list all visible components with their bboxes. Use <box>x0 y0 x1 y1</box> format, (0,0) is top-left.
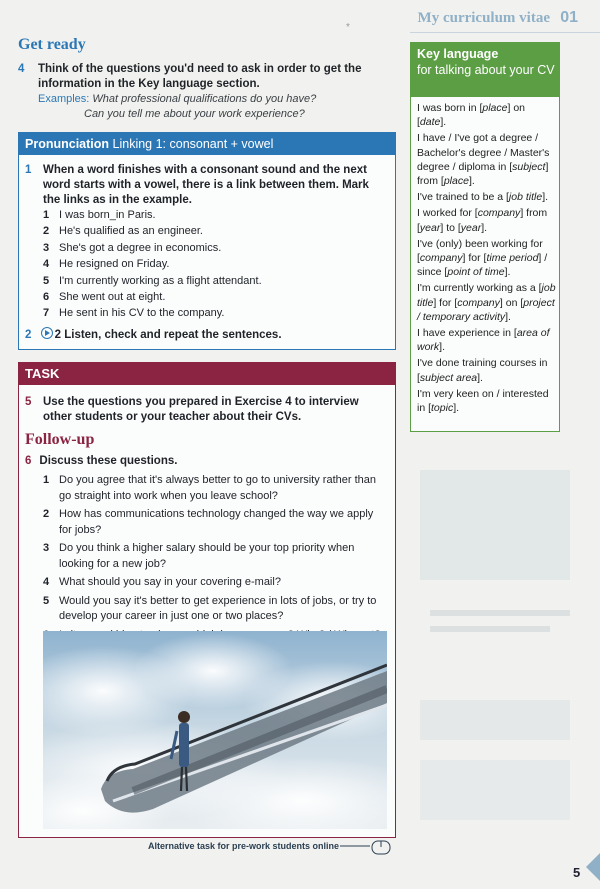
question-item <box>43 473 383 504</box>
key-language-title: Key language <box>417 47 499 61</box>
key-phrase: I was born in [place] on [date]. <box>417 102 525 129</box>
item-number: 1 <box>43 474 50 486</box>
sentence-text: She went out at eight. <box>59 291 166 304</box>
question-text: Would you say it's better to get experience in lots of jobs, or try to develop your career in just one or two places? <box>59 594 377 622</box>
item-number: 2 <box>43 508 50 520</box>
question-item <box>43 507 383 538</box>
escalator-illustration <box>43 631 387 829</box>
key-language-list <box>417 101 557 417</box>
question-list <box>43 473 383 646</box>
bleed-through <box>420 470 580 830</box>
exercise-number: 5 <box>25 396 32 408</box>
key-phrase: I'm very keen on / interested in [topic]. <box>417 387 549 415</box>
task-header <box>19 363 395 385</box>
item-number: 2 <box>43 225 50 238</box>
question-text: Do you agree that it's always better to go to university rather than go straight into work when you leave school? <box>59 474 376 502</box>
example-question-2: Can you tell me about your work experience? <box>84 108 305 120</box>
sentence-item <box>43 223 383 239</box>
mouse-icon <box>340 840 394 856</box>
alternative-task-link[interactable]: Alternative task for pre-work students online <box>148 841 340 851</box>
examples-label: Examples: <box>38 93 90 105</box>
item-number: 6 <box>43 291 50 304</box>
item-number: 4 <box>43 576 50 588</box>
sentence-text: He resigned on Friday. <box>59 258 170 271</box>
exercise-6-instructions: Discuss these questions. <box>39 455 178 467</box>
exercise-1-instructions: When a word finishes with a consonant sound and the next word starts with a vowel, there is a link between them. Mark the links as in the example. <box>43 164 369 206</box>
question-item <box>43 541 383 572</box>
pronunciation-header <box>19 133 395 155</box>
sentence-item <box>43 256 383 272</box>
exercise-6 <box>25 455 177 467</box>
pronunciation-subtitle: Linking 1: consonant + vowel <box>112 137 274 151</box>
audio-track-number: 2 <box>54 329 62 341</box>
sentence-item <box>43 273 383 289</box>
header-rule <box>410 32 600 33</box>
key-language-header <box>411 43 559 97</box>
key-phrase: I've done training courses in [subject area]. <box>417 357 548 384</box>
sentence-text: I'm currently working as a flight attendant. <box>59 274 262 287</box>
item-number: 3 <box>43 241 50 254</box>
sentence-item <box>43 289 383 305</box>
item-number: 4 <box>43 258 50 271</box>
sentence-list <box>43 207 383 322</box>
key-phrase: I'm currently working as a [job title] for [company] on [project / temporary activity]. <box>417 282 556 323</box>
example-question-1: What professional qualifications do you have? <box>92 93 317 105</box>
exercise-number: 6 <box>25 455 32 467</box>
key-language-subtitle: for talking about your CV <box>417 63 555 77</box>
question-item <box>43 594 383 625</box>
sentence-text: He's qualified as an engineer. <box>59 225 203 238</box>
get-ready-heading: Get ready <box>18 36 86 53</box>
exercise-2 <box>25 327 282 341</box>
sentence-text: I was born_in Paris. <box>59 209 156 221</box>
item-number: 1 <box>43 209 50 221</box>
exercise-number: 1 <box>25 164 32 176</box>
question-text: What should you say in your covering e-mail? <box>59 576 281 588</box>
exercise-4-instructions: Think of the questions you'd need to ask in order to get the information in the Key language section. <box>38 63 362 90</box>
follow-up-heading: Follow-up <box>25 431 95 448</box>
task-box <box>18 362 396 838</box>
page-number: 5 <box>573 865 581 880</box>
item-number: 5 <box>43 274 50 287</box>
margin-mark: * <box>346 22 350 33</box>
pronunciation-box <box>18 132 396 350</box>
unit-number: 01 <box>560 9 578 26</box>
question-text: How has communications technology changed the way we apply for jobs? <box>59 508 374 536</box>
exercise-number: 2 <box>25 329 32 341</box>
key-phrase: I have experience in [area of work]. <box>417 327 550 354</box>
sentence-item <box>43 305 383 321</box>
escalator-photo <box>43 631 387 829</box>
exercise-5-instructions: Use the questions you prepared in Exercise 4 to interview other students or your teacher about their CVs. <box>43 396 359 423</box>
exercise-4 <box>18 62 378 90</box>
sentence-text: He sent in his CV to the company. <box>59 307 225 320</box>
exercise-5 <box>25 395 385 423</box>
question-text: Do you think a higher salary should be your top priority when looking for a new job? <box>59 542 355 570</box>
task-title: TASK <box>25 366 60 381</box>
key-phrase: I worked for [company] from [year] to [year]. <box>417 207 548 234</box>
sentence-item <box>43 207 383 223</box>
item-number: 5 <box>43 594 50 607</box>
page-corner-tab <box>586 853 600 881</box>
key-phrase: I have / I've got a degree / Bachelor's degree / Master's degree / diploma in [subject] from [place]. <box>417 132 550 188</box>
exercise-2-instructions: Listen, check and repeat the sentences. <box>64 329 282 341</box>
sentence-text: She's got a degree in economics. <box>59 241 222 254</box>
sentence-item <box>43 240 383 256</box>
exercise-number: 4 <box>18 63 25 75</box>
question-item <box>43 575 383 591</box>
examples <box>38 92 368 122</box>
key-language-box <box>410 42 560 432</box>
key-phrase: I've (only) been working for [company] for [time period] / since [point of time]. <box>417 237 548 279</box>
item-number: 3 <box>43 542 50 554</box>
item-number: 7 <box>43 307 50 320</box>
unit-title: My curriculum vitae <box>417 10 550 26</box>
key-phrase: I've trained to be a [job title]. <box>417 191 549 204</box>
exercise-1 <box>25 163 387 206</box>
audio-play-icon[interactable] <box>41 327 53 339</box>
pronunciation-title: Pronunciation <box>25 137 110 151</box>
